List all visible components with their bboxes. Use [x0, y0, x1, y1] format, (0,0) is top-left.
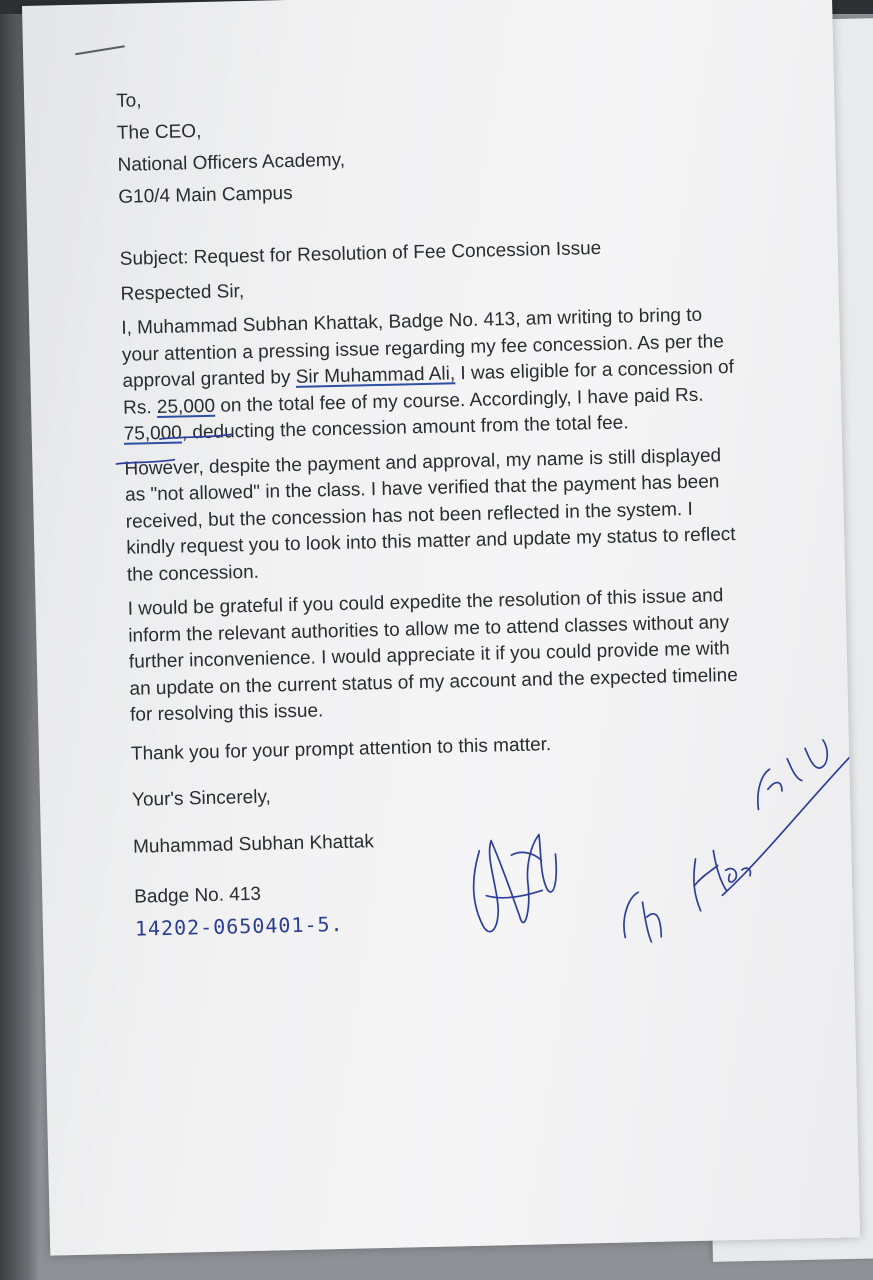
applicant-signature	[472, 834, 557, 932]
paragraph-3-line: further inconvenience. I would appreciate it if you could provide me with	[128, 638, 730, 673]
thanks-line: Thank you for your prompt attention to this matter.	[130, 733, 552, 765]
paragraph-2-line: as "not allowed" in the class. I have verified that the payment has been	[124, 471, 720, 506]
signatory-badge: Badge No. 413	[134, 883, 262, 908]
text-span: I was eligible for a concession of	[454, 356, 735, 385]
closing-line: Your's Sincerely,	[131, 786, 272, 811]
handwritten-marks	[22, 0, 860, 1256]
paragraph-1-line-2: your attention a pressing issue regarding my fee concession. As per the	[121, 330, 725, 366]
pen-underline-amount-2	[116, 460, 174, 464]
subject-line: Subject: Request for Resolution of Fee Concession Issue	[119, 237, 602, 270]
underlined-concession-amount: 25,000	[156, 395, 216, 418]
address-line-recipient: The CEO,	[116, 120, 202, 144]
address-line-organization: National Officers Academy,	[117, 149, 346, 176]
handwritten-id-number: 14202-0650401-5.	[134, 911, 344, 941]
pen-underline-amount-1	[160, 434, 232, 439]
underlined-approver-name: Sir Muhammad Ali,	[295, 363, 456, 388]
address-line-location: G10/4 Main Campus	[118, 182, 293, 208]
underlined-paid-amount: 75,000	[123, 422, 183, 445]
paragraph-2-line: the concession.	[126, 561, 260, 586]
signatory-name: Muhammad Subhan Khattak	[132, 830, 375, 858]
text-span: approval granted by	[122, 366, 296, 392]
text-span: , deducting the concession amount from the total fee.	[181, 412, 629, 444]
paragraph-2-line: However, despite the payment and approval, my name is still displayed	[124, 444, 722, 480]
text-span: on the total fee of my course. Accordingly, I have paid Rs.	[214, 384, 704, 417]
approver-signature	[619, 686, 860, 943]
paragraph-3-line: an update on the current status of my account and the expected timeline	[129, 664, 738, 700]
paragraph-3-line: I would be grateful if you could expedite the resolution of this issue and	[127, 585, 724, 620]
address-line-to: To,	[115, 90, 142, 112]
text-span: Rs.	[122, 396, 158, 419]
salutation: Respected Sir,	[120, 280, 245, 305]
letter-paper	[22, 0, 860, 1256]
paragraph-1-line-1: I, Muhammad Subhan Khattak, Badge No. 413, am writing to bring to	[121, 304, 703, 339]
paragraph-2-line: kindly request you to look into this matter and update my status to reflect	[126, 523, 736, 559]
paragraph-3-line: for resolving this issue.	[129, 700, 324, 726]
paragraph-3-line: inform the relevant authorities to allow me to attend classes without any	[128, 611, 730, 647]
paragraph-2-line: received, but the concession has not been reflected in the system. I	[125, 498, 693, 533]
